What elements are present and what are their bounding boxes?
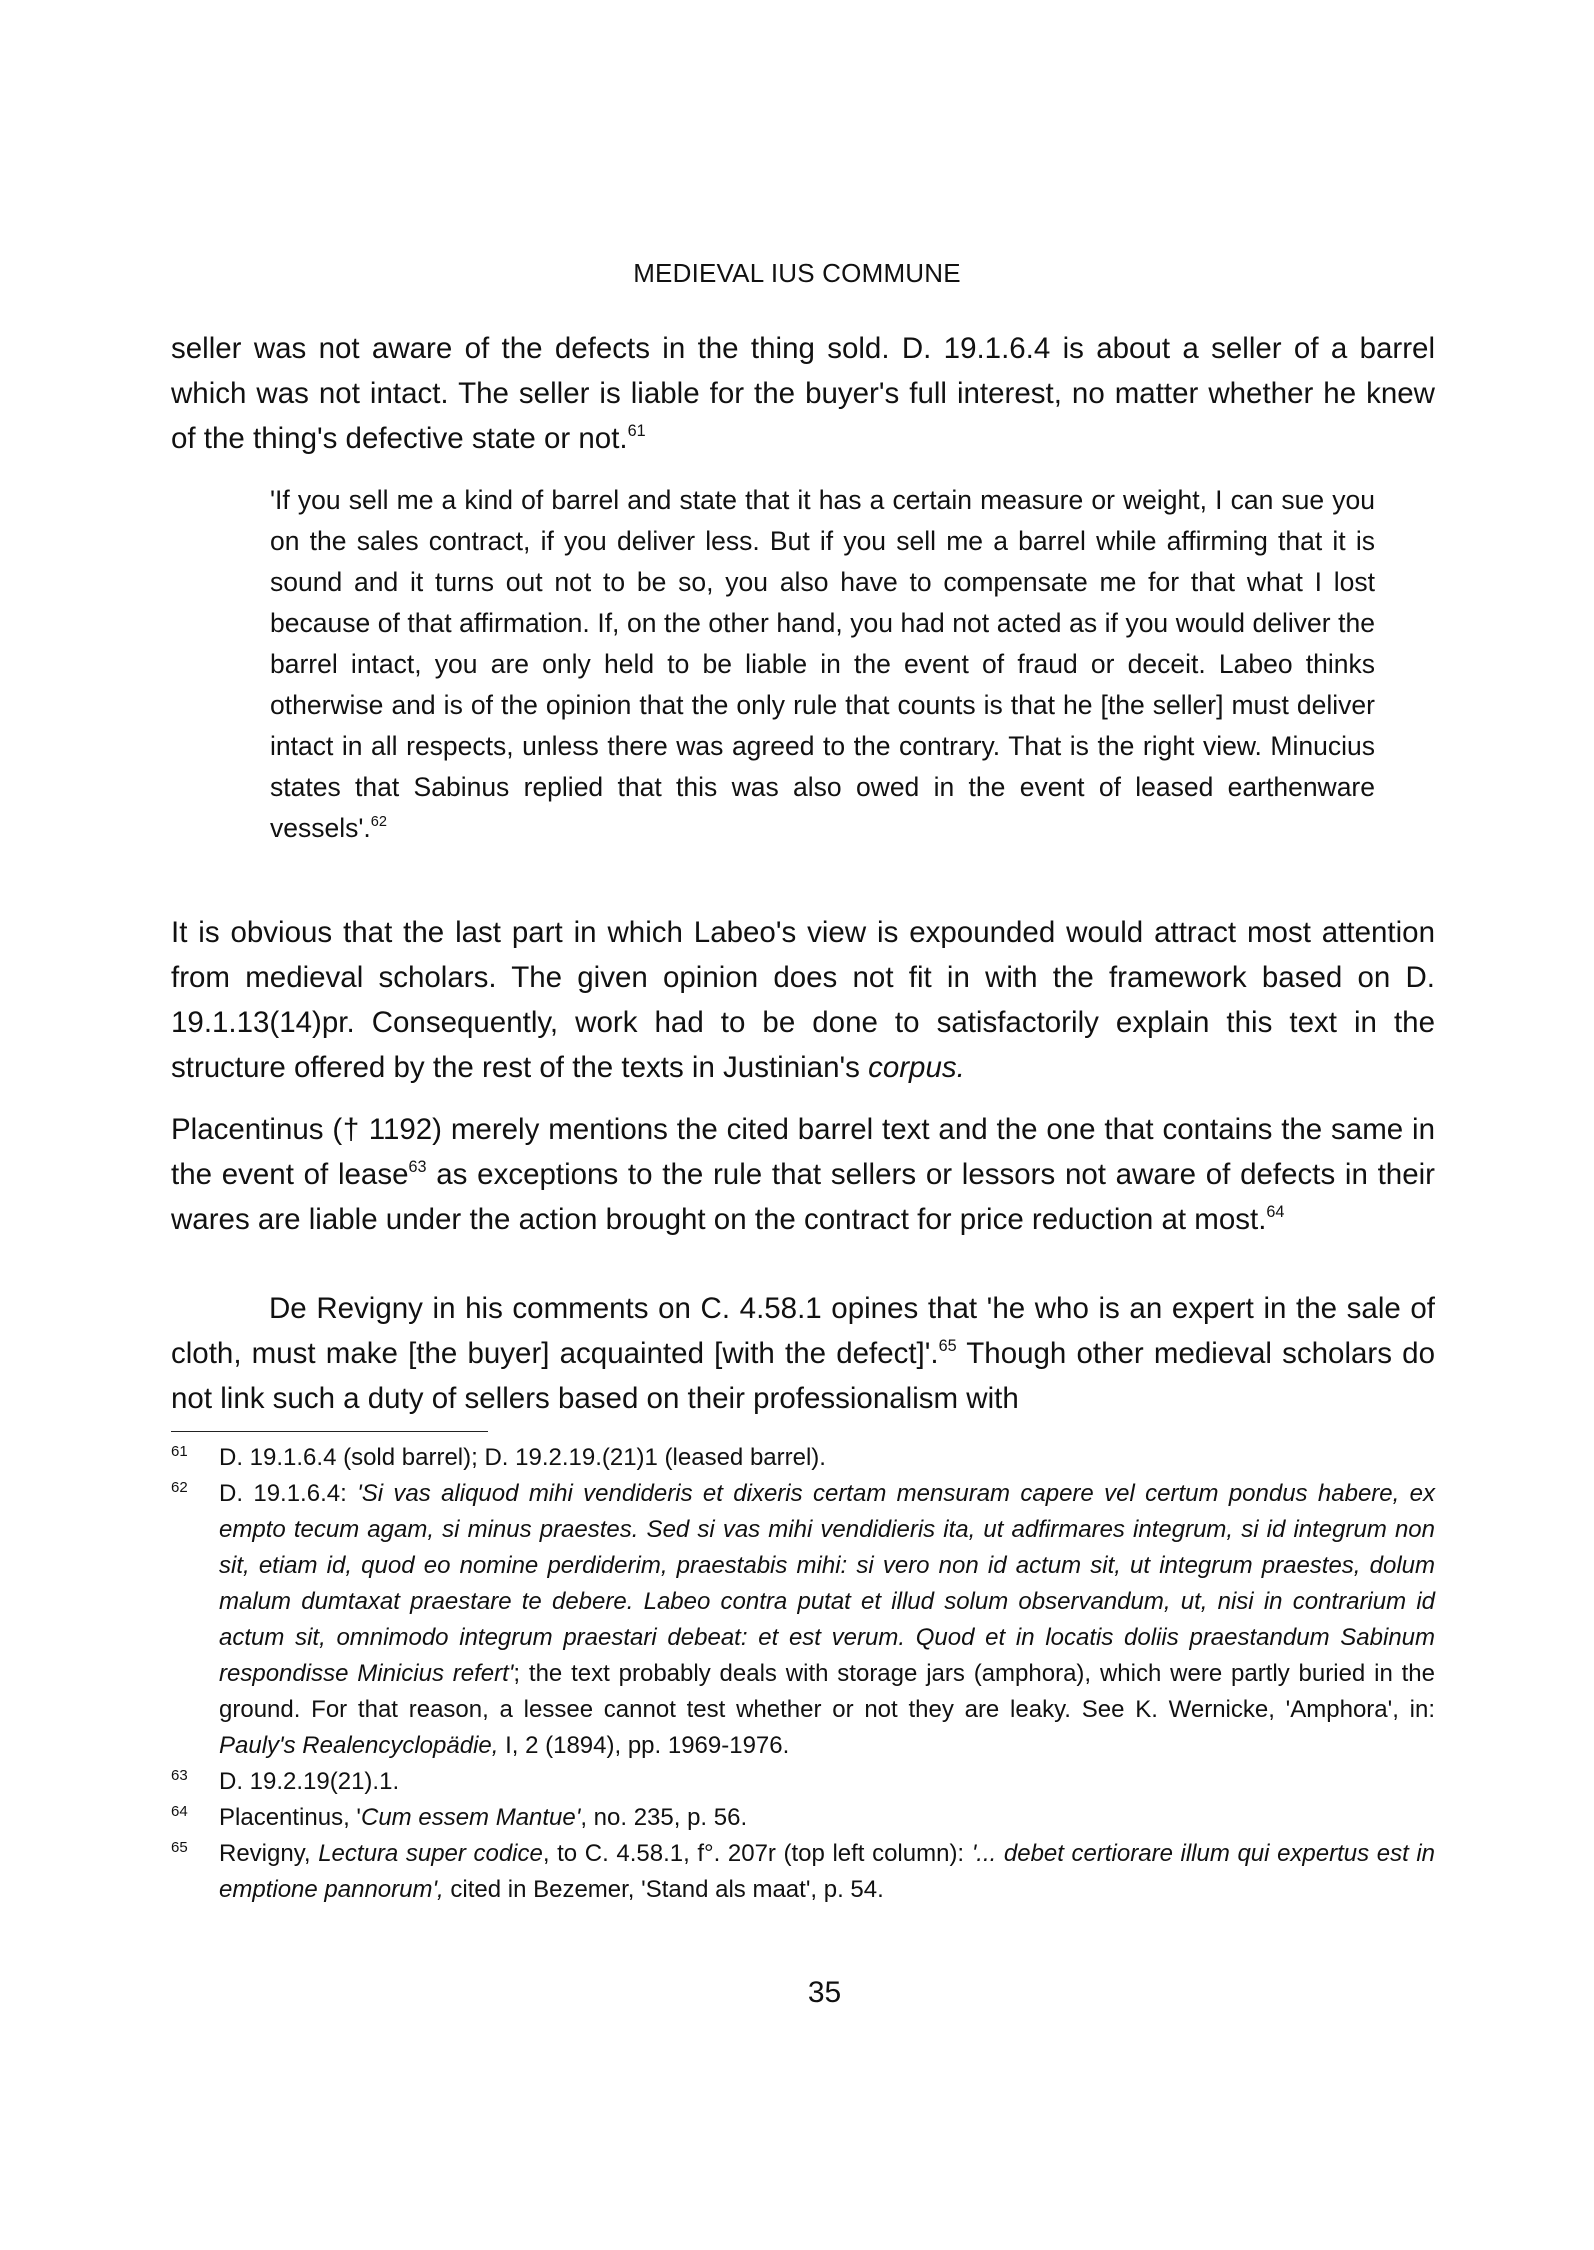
paragraph-4 — [171, 1286, 1435, 1421]
footnote-number: 62 — [171, 1479, 188, 1496]
footnote-reference[interactable]: 62 — [370, 814, 387, 831]
text-run: 'If you sell me a kind of barrel and state that it has a certain measure or weight, I can sue you on the sales contract, if you deliver less. But if you sell me a barrel while affirming that it is sound and it turns out not to be so, you also have to compensate me for that what I lost because of that affirmation. If, on the other hand, you had not acted as if you would deliver the barrel intact, you are only held to be liable in the event of fraud or deceit. Labeo thinks otherwise and is of the opinion that the only rule that counts is that he [the seller] must deliver intact in all respects, unless there was agreed to the contrary. That is the right view. Minucius states that Sabinus replied that this was also owed in the event of leased earthenware vessels'. — [270, 485, 1375, 843]
text-run: D. 19.1.6.4: — [219, 1480, 358, 1507]
footnote-number: 65 — [171, 1839, 188, 1856]
footnote-63 — [171, 1764, 1435, 1800]
text-run: Placentinus († 1192) merely mentions the cited barrel text and the one that contains the same in the event of lease — [171, 1113, 1435, 1191]
footnote-number: 63 — [171, 1767, 188, 1784]
paragraph-1 — [171, 326, 1435, 461]
text-run: D. 19.1.6.4 (sold barrel); D. 19.2.19.(21)1 (leased barrel). — [219, 1444, 826, 1471]
italic-text: '... debet certiorare illum qui expertus est in emptione pannorum', — [219, 1840, 1436, 1903]
text-run: It is obvious that the last part in which Labeo's view is expounded would attract most attention from medieval scholars. The given opinion does not fit in with the framework based on D. 19.1.13(14)pr. Consequently, work had to be done to satisfactorily explain this text in the structure offered by the rest of the texts in Justinian's — [171, 916, 1435, 1084]
footnote-separator — [171, 1431, 488, 1432]
footnote-64 — [171, 1800, 1435, 1836]
italic-text: corpus. — [868, 1051, 965, 1084]
text-run: De Revigny in his comments on C. 4.58.1 opines that 'he who is an expert in the sale of cloth, must make [the buyer] acquainted [with the defect]'. — [171, 1292, 1435, 1370]
text-run: ; the text probably deals with storage jars (amphora), which were partly buried in the ground. For that reason, a lessee cannot test whether or not they are leaky. See K. Wernicke, 'Amphora', in: — [219, 1660, 1435, 1723]
text-run: Though other medieval scholars do not link such a duty of sellers based on their professionalism with — [171, 1337, 1435, 1415]
italic-text: 'Si vas aliquod mihi vendideris et dixeris certam mensuram capere vel certum pondus habere, ex empto tecum agam, si minus praestes. Sed si vas mihi vendidieris ita, ut adfirmares integrum, si id integrum non sit, etiam id, quod eo nomine perdiderim, praestabis mihi: si vero non id actum sit, ut integrum praestes, dolum malum dumtaxat praestare te debere. Labeo contra putat et illud solum observandum, ut, nisi in contrarium id actum sit, omnimodo integrum praestari debeat: et est verum. Quod et in locatis doliis praestandum Sabinum respondisse Minicius refert' — [219, 1480, 1435, 1687]
paragraph-2 — [171, 910, 1435, 1090]
footnote-reference[interactable]: 65 — [938, 1336, 957, 1355]
footnote-65 — [171, 1836, 1435, 1908]
footnote-reference[interactable]: 63 — [408, 1157, 427, 1176]
text-run: cited in Bezemer, 'Stand als maat', p. 54. — [443, 1876, 884, 1903]
text-run: D. 19.2.19(21).1. — [219, 1768, 400, 1795]
text-run: Revigny, — [219, 1840, 319, 1867]
italic-text: Lectura super codice — [318, 1840, 543, 1867]
footnote-62 — [171, 1476, 1435, 1764]
running-header: MEDIEVAL IUS COMMUNE — [633, 258, 961, 288]
text-run: seller was not aware of the defects in the thing sold. D. 19.1.6.4 is about a seller of a barrel which was not intact. The seller is liable for the buyer's full interest, no matter whether he knew of the thing's defective state or not. — [171, 332, 1435, 455]
footnote-reference[interactable]: 64 — [1266, 1202, 1285, 1221]
footnote-number: 61 — [171, 1443, 188, 1460]
paragraph-3 — [171, 1107, 1435, 1242]
text-run: as exceptions to the rule that sellers or lessors not aware of defects in their wares are liable under the action brought on the contract for price reduction at most. — [171, 1158, 1435, 1236]
text-run: , no. 235, p. 56. — [580, 1804, 748, 1831]
page-number: 35 — [807, 1976, 842, 2009]
text-run: Placentinus, ' — [219, 1804, 361, 1831]
footnotes — [171, 1440, 1435, 1908]
footnote-reference[interactable]: 61 — [627, 421, 646, 440]
block-quote — [270, 480, 1375, 849]
italic-text: Pauly's Realencyclopädie, — [219, 1732, 499, 1759]
footnote-61 — [171, 1440, 1435, 1476]
italic-text: Cum essem Mantue' — [361, 1804, 581, 1831]
footnote-number: 64 — [171, 1803, 188, 1820]
text-run: , to C. 4.58.1, f°. 207r (top left column): — [542, 1840, 972, 1867]
text-run: I, 2 (1894), pp. 1969-1976. — [498, 1732, 790, 1759]
